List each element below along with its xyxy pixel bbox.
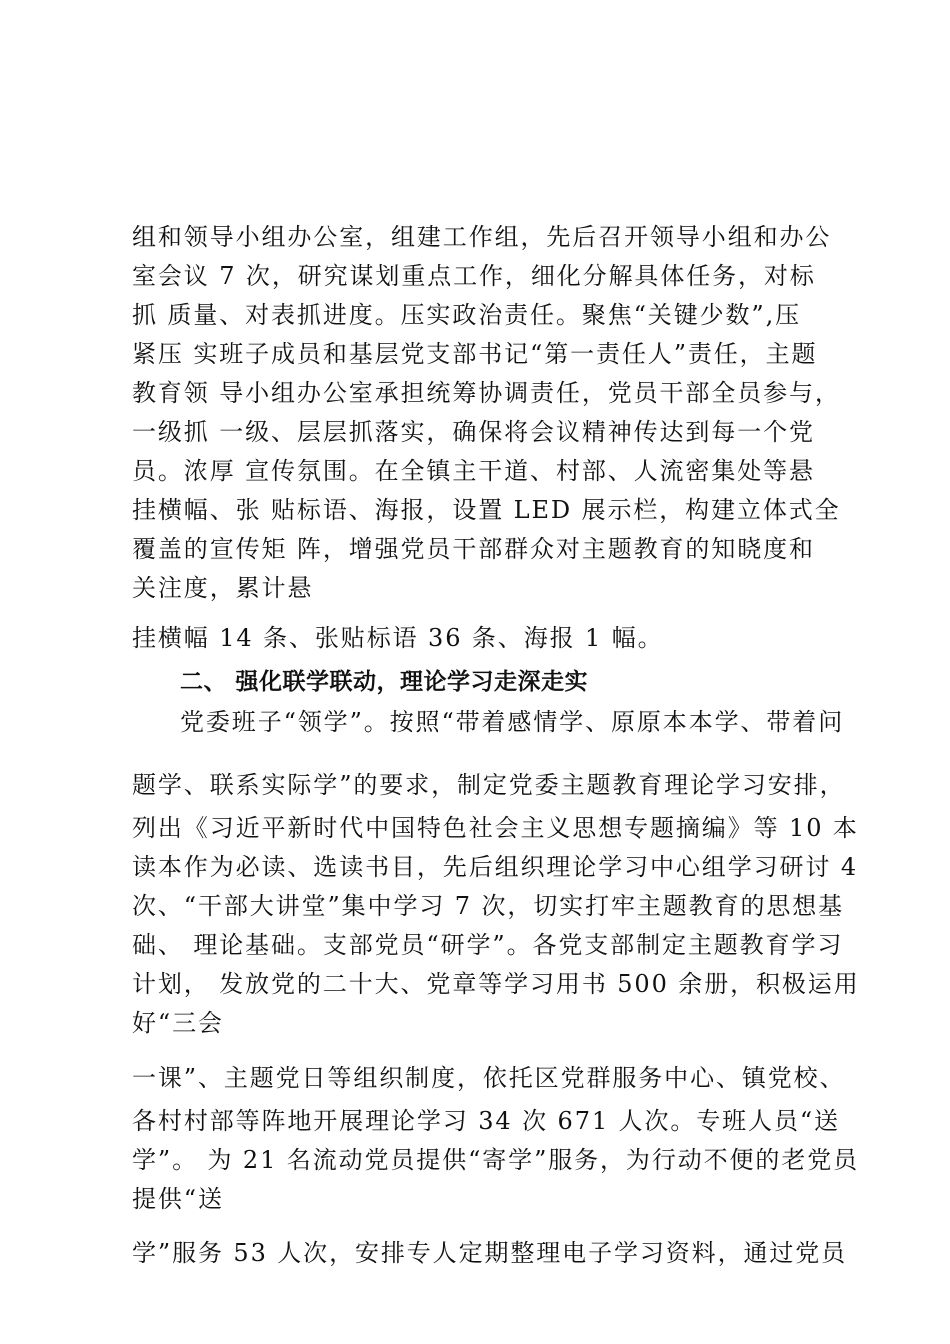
paragraph-line: 读本作为必读、选读书目，先后组织理论学习中心组学习研讨 4 <box>132 853 858 881</box>
paragraph-line: 次、“干部大讲堂”集中学习 7 次，切实打牢主题教育的思想基 <box>132 892 845 920</box>
paragraph-line: 组和领导小组办公室，组建工作组，先后召开领导小组和办公 <box>132 223 832 251</box>
paragraph-line: 列出《习近平新时代中国特色社会主义思想专题摘编》等 10 本 <box>132 814 859 842</box>
paragraph-line: 题学、联系实际学”的要求，制定党委主题教育理论学习安排， <box>132 771 846 799</box>
paragraph-line: 计划， 发放党的二十大、党章等学习用书 500 余册，积极运用 <box>132 970 860 998</box>
paragraph-line: 一级抓 一级、层层抓落实，确保将会议精神传达到每一个党 <box>132 418 815 446</box>
paragraph-line: 好“三会 <box>132 1009 224 1037</box>
paragraph-line: 挂横幅 14 条、张贴标语 36 条、海报 1 幅。 <box>132 624 664 652</box>
paragraph-line: 员。浓厚 宣传氛围。在全镇主干道、村部、人流密集处等悬 <box>132 457 815 485</box>
paragraph-line: 党委班子“领学”。按照“带着感情学、原原本本学、带着问 <box>180 708 845 736</box>
paragraph-line: 覆盖的宣传矩 阵，增强党员干部群众对主题教育的知晓度和 <box>132 535 815 563</box>
paragraph-line: 紧压 实班子成员和基层党支部书记“第一责任人”责任，主题 <box>132 340 818 368</box>
paragraph-line: 教育领 导小组办公室承担统筹协调责任，党员干部全员参与， <box>132 379 841 407</box>
paragraph-line: 室会议 7 次，研究谋划重点工作，细化分解具体任务，对标 <box>132 262 816 290</box>
paragraph-line: 学”服务 53 人次，安排专人定期整理电子学习资料，通过党员 <box>132 1239 848 1267</box>
paragraph-line: 各村村部等阵地开展理论学习 34 次 671 人次。专班人员“送 <box>132 1107 840 1135</box>
paragraph-line: 学”。 为 21 名流动党员提供“寄学”服务，为行动不便的老党员 <box>132 1146 860 1174</box>
paragraph-line: 挂横幅、张 贴标语、海报，设置 LED 展示栏，构建立体式全 <box>132 496 841 524</box>
paragraph-line: 抓 质量、对表抓进度。压实政治责任。聚焦“关键少数”,压 <box>132 301 801 329</box>
section-heading: 二、 强化联学联动，理论学习走深走实 <box>180 669 589 695</box>
paragraph-line: 提供“送 <box>132 1185 224 1213</box>
paragraph-line: 础、 理论基础。支部党员“研学”。各党支部制定主题教育学习 <box>132 931 844 959</box>
paragraph-line: 一课”、主题党日等组织制度，依托区党群服务中心、镇党校、 <box>132 1064 846 1092</box>
paragraph-line: 关注度，累计悬 <box>132 574 314 602</box>
